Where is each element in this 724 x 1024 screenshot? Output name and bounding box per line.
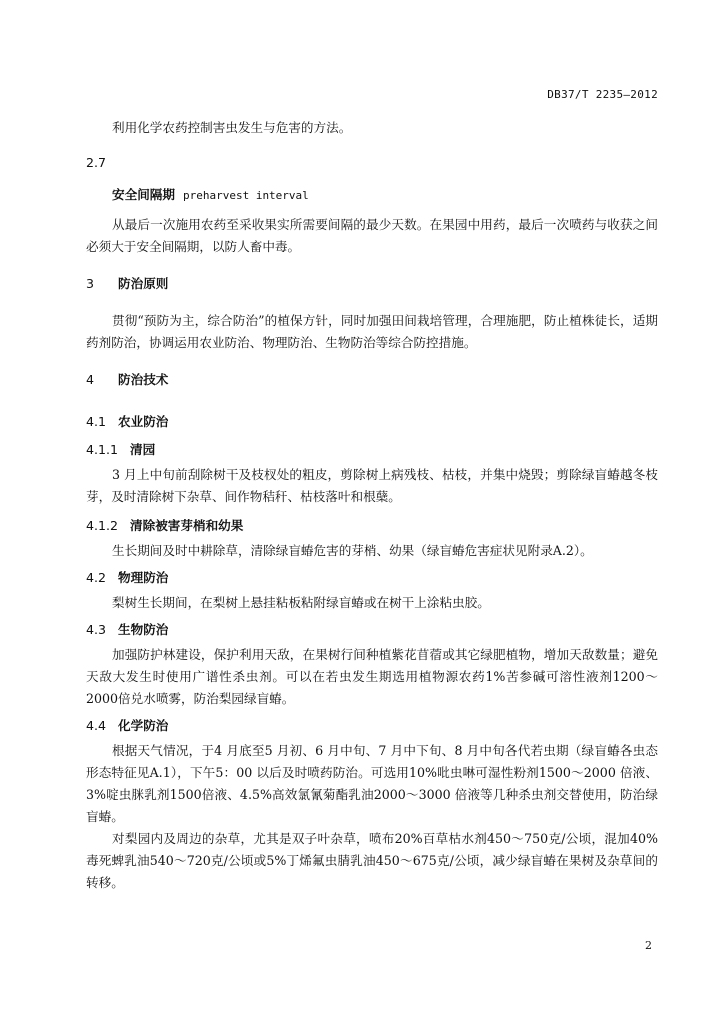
section-4-4-text-2: 对梨园内及周边的杂草，尤其是双子叶杂草，喷布20%百草枯水剂450～750克/公顷，混加40%毒死蜱乳油540～720克/公顷或5%丁烯氟虫腈乳油450～675克/公顷，减少绿盲蝽在果树及杂草间的转移。	[86, 831, 658, 890]
section-number: 4.3	[86, 622, 107, 637]
section-3-text: 贯彻“预防为主，综合防治”的植保方针，同时加强田间栽培管理，合理施肥，防止植株徒长，适期药剂防治，协调运用农业防治、物理防治、生物防治等综合防控措施。	[86, 313, 658, 350]
section-number: 4	[86, 372, 95, 387]
section-title: 物理防治	[118, 570, 169, 585]
term-definition: 从最后一次施用农药至采收果实所需要间隔的最少天数。在果园中用药，最后一次喷药与收获之间必须大于安全间隔期，以防人畜中毒。	[86, 217, 658, 254]
section-4-heading	[86, 370, 658, 390]
section-4-1-1-text: 3 月上中旬前刮除树干及枝杈处的粗皮，剪除树上病残枝、枯枝，并集中烧毁；剪除绿盲蝽越冬枝芽，及时清除树下杂草、间作物秸秆、枯枝落叶和根蘖。	[86, 467, 658, 504]
section-title: 清园	[130, 442, 156, 457]
section-number: 4.1	[86, 414, 107, 429]
section-title: 农业防治	[118, 414, 169, 429]
section-title: 生物防治	[118, 622, 169, 637]
section-4-3-text: 加强防护林建设，保护利用天敌，在果树行间种植紫花苜蓿或其它绿肥植物，增加天敌数量；避免天敌大发生时使用广谱性杀虫剂。可以在若虫发生期选用植物源农药1%苦参碱可溶性液剂1200～2000倍兑水喷雾，防治梨园绿盲蝽。	[86, 647, 658, 706]
section-4-2-heading	[86, 568, 658, 588]
section-title: 防治原则	[118, 276, 169, 291]
section-number: 4.1.2	[86, 518, 119, 533]
term-zh: 安全间隔期	[112, 187, 175, 202]
section-title: 化学防治	[118, 718, 169, 733]
term-en: preharvest interval	[182, 189, 309, 202]
section-number: 4.1.1	[86, 442, 119, 457]
term-title	[86, 185, 658, 206]
section-4-4-text-1: 根据天气情况，于4 月底至5 月初、6 月中旬、7 月中下旬、8 月中旬各代若虫期（绿盲蝽各虫态形态特征见A.1），下午5：00 以后及时喷药防治。可选用10%吡虫啉可湿性粉剂1500～2000 倍液、3%啶虫脒乳剂1500倍液、4.5%高效氯氰菊酯乳油2000～3000 倍液等几种杀虫剂交替使用，防治绿盲蝽。	[86, 743, 658, 824]
document-body	[86, 117, 658, 894]
section-number: 4.4	[86, 718, 107, 733]
page-number: 2	[645, 939, 652, 952]
section-3-heading	[86, 274, 658, 294]
section-number: 4.2	[86, 570, 107, 585]
standard-code: DB37/T 2235—2012	[547, 88, 658, 101]
section-4-1-2-text: 生长期间及时中耕除草，清除绿盲蝽危害的芽梢、幼果（绿盲蝽危害症状见附录A.2）。	[112, 543, 593, 558]
section-4-3-heading	[86, 620, 658, 640]
section-4-1-heading	[86, 412, 658, 432]
section-title: 防治技术	[118, 372, 169, 387]
section-title: 清除被害芽梢和幼果	[130, 518, 244, 533]
section-4-1-1-heading	[86, 440, 658, 460]
section-4-4-heading	[86, 716, 658, 736]
intro-paragraph: 利用化学农药控制害虫发生与危害的方法。	[112, 120, 352, 135]
term-number: 2.7	[86, 155, 107, 170]
section-4-2-text: 梨树生长期间，在梨树上悬挂粘板粘附绿盲蝽或在树干上涂粘虫胶。	[112, 595, 490, 610]
section-4-1-2-heading	[86, 516, 658, 536]
section-number: 3	[86, 276, 95, 291]
